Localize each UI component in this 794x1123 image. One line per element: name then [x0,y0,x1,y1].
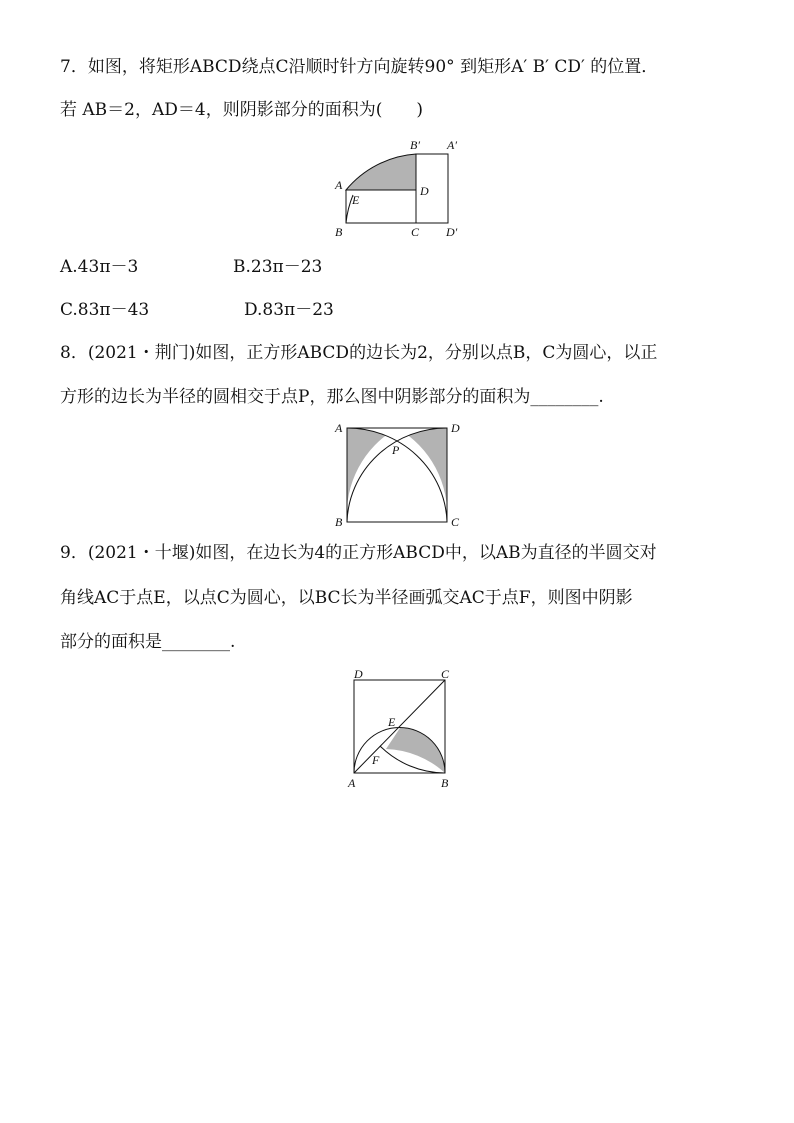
q9-label-e: E [388,715,396,729]
q8-label-p: P [392,443,400,457]
q7-label-dprime: D′ [446,225,458,239]
q8-label-c: C [451,515,460,529]
q8-label-b: B [335,515,343,529]
q7-text-line1: 7．如图，将矩形ABCD绕点C沿顺时针方向旋转90° 到矩形A′ B′ CD′ 的位置． [60,57,659,77]
q7-figure [325,135,475,240]
q9-label-f: F [372,753,380,767]
q7-option-d: D.83π－23 [244,300,334,320]
q8-figure [330,418,470,530]
q7-label-e: E [352,193,360,207]
q7-label-b: B [335,225,343,239]
q7-text-line2: 若 AB＝2，AD＝4，则阴影部分的面积为( ) [60,100,423,120]
q7-label-c: C [411,225,420,239]
q7-label-aprime: A′ [447,138,457,152]
q7-shaded-region [346,154,416,190]
q7-label-bprime: B′ [410,138,420,152]
q8-text-line2: 方形的边长为半径的圆相交于点P，那么图中阴影部分的面积为________. [60,387,604,407]
q7-option-c: C.83π－43 [60,300,150,320]
q9-shaded-region [386,728,445,773]
q7-option-a: A.43π－3 [60,257,139,277]
q7-option-b: B.23π－23 [233,257,323,277]
q8-label-d: D [451,421,460,435]
q9-text-line3: 部分的面积是________. [60,632,236,652]
q8-label-a: A [335,421,343,435]
q9-text-line1: 9．(2021・十堰)如图，在边长为4的正方形ABCD中，以AB为直径的半圆交对 [60,543,657,563]
q8-shaded-right [397,428,447,522]
q9-text-line2: 角线AC于点E，以点C为圆心，以BC长为半径画弧交AC于点F，则图中阴影 [60,588,633,608]
q9-label-a: A [348,776,356,790]
q9-figure [340,666,460,792]
q8-shaded-left [347,428,397,522]
q9-label-b: B [441,776,449,790]
q8-text-line1: 8．(2021・荆门)如图，正方形ABCD的边长为2，分别以点B，C为圆心，以正 [60,343,658,363]
q9-label-c: C [441,667,450,681]
q7-label-a: A [335,178,343,192]
q9-label-d: D [354,667,363,681]
q7-label-d: D [420,184,429,198]
